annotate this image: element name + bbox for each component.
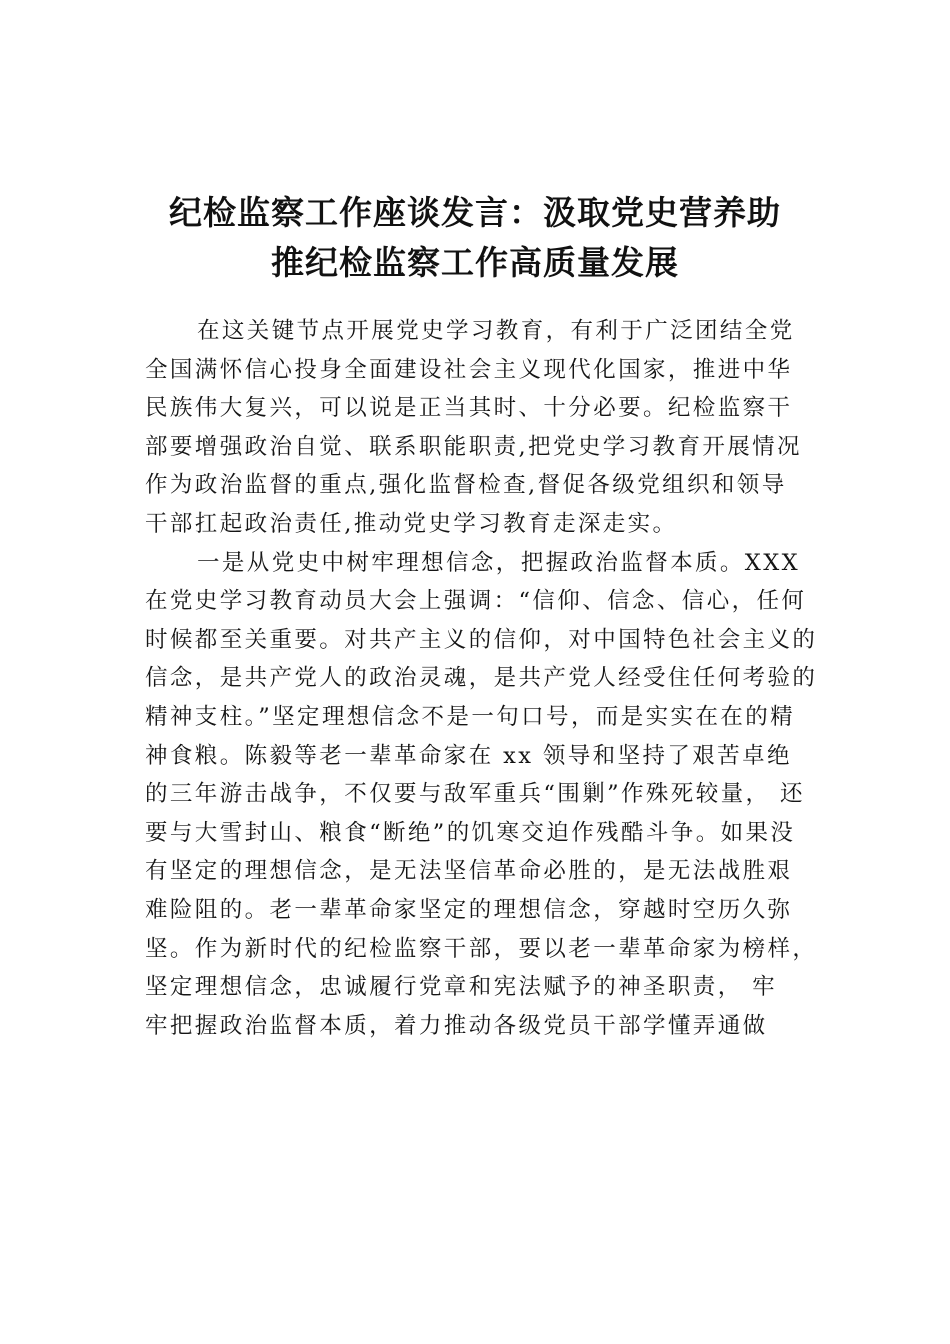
paragraph-2-line: 的三年游击战争，不仅要与敌军重兵“围剿”作殊死较量， 还 bbox=[145, 781, 805, 808]
paragraph-2-line: 牢把握政治监督本质，着力推动各级党员干部学懂弄通做 bbox=[145, 1012, 768, 1039]
paragraph-2-line: 在党史学习教育动员大会上强调：“信仰、信念、信心，任何 bbox=[145, 588, 807, 615]
paragraph-1-line: 在这关键节点开展党史学习教育，有利于广泛团结全党 bbox=[197, 318, 795, 344]
paragraph-1-line: 作为政治监督的重点,强化监督检查,督促各级党组织和领导 bbox=[145, 472, 787, 499]
paragraph-2-line: 有坚定的理想信念，是无法坚信革命必胜的，是无法战胜艰 bbox=[145, 858, 793, 885]
paragraph-2-line: 坚定理想信念，忠诚履行党章和宪法赋予的神圣职责， 牢 bbox=[145, 974, 778, 1001]
paragraph-1-line: 民族伟大复兴，可以说是正当其时、十分必要。纪检监察干 bbox=[145, 395, 793, 422]
paragraph-1-line: 部要增强政治自觉、联系职能职责,把党史学习教育开展情况 bbox=[145, 433, 802, 460]
paragraph-2-line: 一是从党史中树牢理想信念，把握政治监督本质。XXX bbox=[197, 549, 801, 576]
title-line-1: 纪检监察工作座谈发言：汲取党史营养助 bbox=[169, 193, 781, 232]
paragraph-2-line: 难险阻的。老一辈革命家坚定的理想信念，穿越时空历久弥 bbox=[145, 896, 793, 923]
document-body bbox=[145, 312, 825, 1045]
title-line-2: 推纪检监察工作高质量发展 bbox=[271, 243, 679, 282]
paragraph-1-line: 全国满怀信心投身全面建设社会主义现代化国家，推进中华 bbox=[145, 356, 793, 383]
document-title bbox=[100, 188, 850, 288]
paragraph-2-line: 精神支柱。”坚定理想信念不是一句口号，而是实实在在的精 bbox=[145, 703, 796, 730]
paragraph-2-line: 要与大雪封山、粮食“断绝”的饥寒交迫作残酷斗争。如果没 bbox=[145, 819, 796, 846]
paragraph-2-line: 坚。作为新时代的纪检监察干部，要以老一辈革命家为榜样， bbox=[145, 935, 818, 962]
paragraph-1-line: 干部扛起政治责任,推动党史学习教育走深走实。 bbox=[145, 510, 678, 537]
paragraph-2-line: 神食粮。陈毅等老一辈革命家在 xx 领导和坚持了艰苦卓绝 bbox=[145, 742, 792, 769]
paragraph-2-line: 时候都至关重要。对共产主义的信仰，对中国特色社会主义的 bbox=[145, 626, 818, 653]
paragraph-2-line: 信念，是共产党人的政治灵魂，是共产党人经受住任何考验的 bbox=[145, 665, 818, 692]
